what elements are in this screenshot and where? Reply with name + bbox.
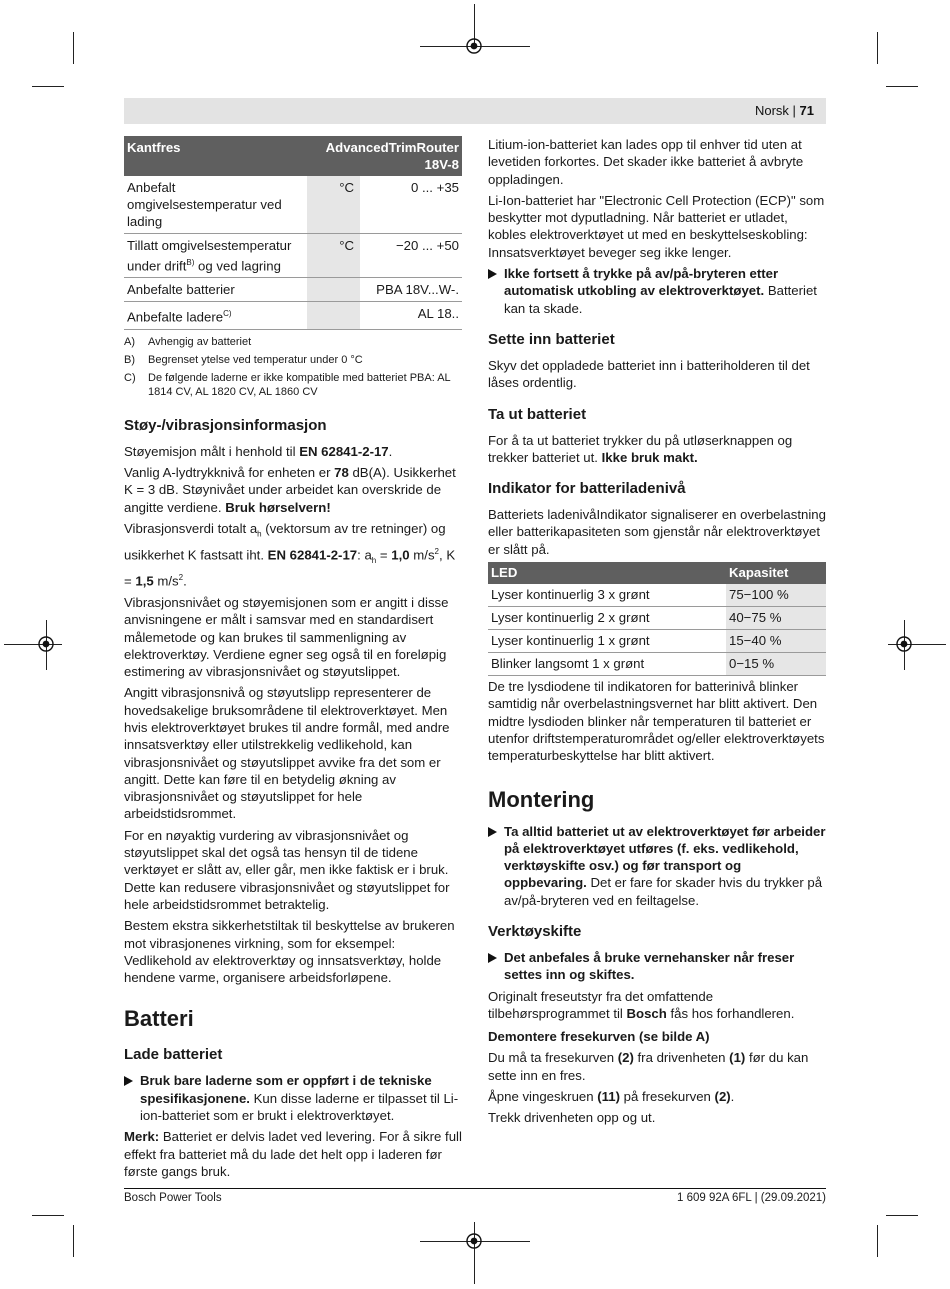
bullet-item (488, 949, 826, 984)
led-table-header (488, 562, 826, 584)
bold-text: Det anbefales å bruke vernehansker når freser settes inn og skiftes. (504, 950, 795, 983)
table-row (488, 653, 826, 676)
chapter-heading-battery: Batteri (124, 1006, 194, 1032)
text: Åpne vingeskruen (488, 1088, 598, 1104)
bullet-item (488, 265, 826, 317)
subscript: h (371, 555, 377, 565)
text: dB(A). Usikkerhet K = 3 dB. Støynivået under arbeidet kan overskride de angitte verdiene. (124, 465, 456, 515)
footnote-key: A) (124, 335, 135, 348)
bullet-item (124, 1072, 462, 1124)
text: For å ta ut batteriet trykker du på utløserknappen og trekker batteriet ut. (488, 432, 793, 465)
bold-text: (11) (597, 1088, 620, 1104)
spec-label: Anbefalt omgivelsestemperatur ved lading (124, 176, 307, 234)
subsection-heading-remove-basket: Demontere fresekurven (se bilde A) (488, 1029, 710, 1045)
text: Vanlig A-lydtrykknivå for enheten er (124, 465, 335, 481)
paragraph: Trekk drivenheten opp og ut. (488, 1110, 656, 1126)
footnote (124, 371, 462, 399)
paragraph: De tre lysdiodene til indikatoren for batterinivå blinker samtidig når overbelastningsvernet har blitt aktivert. Den midtre lysdioden blinker når temperaturen til batteriet er utenfor driftstemperaturområdet og/eller elektroverktøyets temperaturbeskyttelse har blitt aktivert. (488, 679, 825, 764)
spec-label: Anbefalte batterier (124, 278, 307, 302)
text: Det er fare for skader hvis du trykker på av/på-bryteren ved en feiltagelse. (504, 875, 823, 908)
bold-text: Ikke bruk makt. (601, 449, 698, 465)
superscript: 2 (178, 573, 184, 583)
section-heading-tool-change: Verktøyskifte (488, 923, 582, 941)
text: Batteriet er delvis ladet ved levering. For å sikre full effekt fra batteriet må du lade det helt opp i laderen før første gangs bruk. (124, 1129, 462, 1179)
paragraph (124, 520, 462, 590)
footnote (124, 353, 462, 367)
capacity-value: 0−15 % (726, 653, 826, 676)
spec-value: −20 ... +50 (360, 234, 462, 278)
paragraph (488, 1049, 826, 1084)
bold-text: (2) (617, 1050, 634, 1066)
footer-brand: Bosch Power Tools (124, 1192, 222, 1204)
table-row (124, 302, 462, 329)
table-row (124, 234, 462, 278)
text: Batteriet kan ta skade. (504, 283, 817, 316)
spec-unit: °C (307, 176, 360, 234)
bold-text: Ta alltid batteriet ut av elektroverktøyet før arbeider på elektroverktøyet utføres (f. eks. vedlikehold, verktøyskifte osv.) og før transport og oppbevaring. (504, 823, 826, 891)
bullet-triangle-icon (488, 269, 497, 279)
crop-mark (73, 32, 74, 64)
spec-unit: °C (307, 234, 360, 278)
bullet-triangle-icon (488, 953, 497, 963)
bold-text: (2) (714, 1088, 731, 1104)
table-row (124, 278, 462, 302)
bullet-triangle-icon (488, 827, 497, 837)
text: før du kan sette inn en fres. (488, 1050, 809, 1083)
footnote-text: De følgende laderne er ikke kompatible med batteriet PBA: AL 1814 CV, AL 1820 CV, AL 1860 CV (148, 371, 451, 398)
paragraph: Litium-ion-batteriet kan lades opp til enhver tid uten at levetiden forkortes. Det skader ikke batteriet å avbryte oppladingen. (488, 137, 804, 187)
led-col-header: LED (488, 562, 726, 584)
page-header (124, 98, 826, 124)
capacity-value: 75−100 % (726, 584, 826, 607)
table-row (488, 584, 826, 607)
spec-value: AL 18.. (360, 302, 462, 329)
paragraph (488, 988, 826, 1023)
bold-text: EN 62841-2-17 (299, 443, 389, 459)
paragraph: Bestem ekstra sikkerhetstiltak til beskyttelse av brukeren mot vibrasjonenes virkning, som for eksempel: Vedlikehold av elektroverktøy og innsatsverktøy, holde hendene varme, organisere arbeidsforløpene. (124, 918, 455, 986)
registration-mark-icon (465, 37, 483, 55)
registration-mark-icon (37, 635, 55, 653)
spec-col-title: Kantfres (124, 136, 307, 176)
bold-text: 1,0 (391, 547, 410, 563)
text: : a (357, 547, 372, 563)
paragraph: For en nøyaktig vurdering av vibrasjonsnivået og støyutslippet skal det også tas hensyn til de tidene verktøyet er slått av, eller går, men ikke faktisk er i bruk. Dette kan redusere vibrasjonsnivået og støyutslippet for hele arbeidstidsrommet betraktelig. (124, 827, 450, 912)
section-heading-noise: Støy-/vibrasjonsinformasjon (124, 416, 327, 434)
bold-text: 78 (334, 465, 349, 481)
spec-label-text: og ved lagring (194, 258, 281, 274)
spec-label (124, 234, 307, 278)
footer-divider (124, 1188, 826, 1189)
paragraph (124, 443, 462, 460)
text: Du må ta fresekurven (488, 1050, 618, 1066)
section-heading-charge-indicator: Indikator for batteriladenivå (488, 480, 686, 498)
text: m/s (409, 547, 435, 563)
bold-text: Bruk bare laderne som er oppført i de tekniske spesifikasjonene. (140, 1073, 432, 1106)
table-row (488, 630, 826, 653)
spec-table (124, 136, 462, 330)
bullet-triangle-icon (124, 1076, 133, 1086)
paragraph: Vibrasjonsnivået og støyemisjonen som er angitt i disse anvisningene er målt i samsvar med en standardisert målemetode og kan brukes til sammenligning av elektroverktøy. Verdiene egner seg også til en foreløpig estimering av vibrasjonsnivået og støyutslippet. (124, 594, 449, 680)
crop-mark (73, 1225, 74, 1257)
text: , K = (124, 547, 456, 589)
bold-text: Bosch (626, 1005, 667, 1021)
footnote-text: Avhengig av batteriet (148, 335, 252, 348)
section-heading-remove-battery: Ta ut batteriet (488, 405, 587, 423)
text: . (183, 573, 187, 589)
footnote-key: B) (124, 353, 135, 366)
led-state: Lyser kontinuerlig 3 x grønt (488, 584, 726, 607)
paragraph (124, 464, 462, 516)
paragraph: Batteriets ladenivåIndikator signaliserer en overbelastning eller batterikapasiteten som gjenstår når elektroverktøyet er slått på. (488, 507, 826, 557)
bold-text: Bruk hørselvern! (225, 499, 331, 515)
bold-text: 1,5 (135, 573, 154, 589)
capacity-value: 15−40 % (726, 630, 826, 653)
crop-mark (877, 1225, 878, 1257)
footnote-text: Begrenset ytelse ved temperatur under 0 °C (148, 353, 363, 366)
text: . (730, 1088, 735, 1104)
bold-text: (1) (729, 1050, 746, 1066)
text: = (376, 547, 392, 563)
left-column (124, 136, 462, 1184)
footnote-key: C) (124, 371, 136, 384)
header-language: Norsk (754, 103, 789, 118)
registration-mark-icon (895, 635, 913, 653)
text: . (388, 443, 393, 459)
spec-label (124, 302, 307, 329)
right-column (488, 136, 826, 1130)
paragraph (488, 432, 826, 467)
crop-mark (32, 86, 64, 87)
section-heading-insert-battery: Sette inn batteriet (488, 330, 615, 348)
text: Støyemisjon målt i henhold til (124, 443, 300, 459)
table-row (124, 176, 462, 234)
spec-unit (307, 278, 360, 302)
footnote-ref: B) (186, 258, 195, 267)
table-row (488, 607, 826, 630)
bold-text: Ikke fortsett å trykke på av/på-bryteren etter automatisk utkobling av elektroverktøyet. (504, 266, 779, 299)
superscript: 2 (434, 546, 439, 556)
spec-table-header (124, 136, 462, 176)
text: Originalt freseutstyr fra det omfattende tilbehørsprogrammet til (488, 988, 714, 1021)
text: (vektorsum av tre retninger) og usikkerhet K fastsatt iht. (124, 520, 446, 563)
led-table (488, 562, 826, 676)
capacity-col-header: Kapasitet (726, 562, 826, 584)
crop-mark (886, 86, 918, 87)
spec-value: PBA 18V...W-. (360, 278, 462, 302)
page-number: 71 (799, 103, 814, 118)
chapter-heading-mounting: Montering (488, 786, 595, 812)
bold-text: Merk: (124, 1129, 160, 1145)
led-state: Lyser kontinuerlig 1 x grønt (488, 630, 726, 653)
spec-unit (307, 302, 360, 329)
section-heading-charging: Lade batteriet (124, 1046, 223, 1064)
crop-mark (32, 1215, 64, 1216)
led-state: Lyser kontinuerlig 2 x grønt (488, 607, 726, 630)
subscript: h (257, 529, 262, 539)
text: fås hos forhandleren. (666, 1005, 795, 1021)
led-state: Blinker langsomt 1 x grønt (488, 653, 726, 676)
header-text: Norsk | 71 (754, 103, 814, 118)
paragraph (488, 1088, 826, 1105)
text: på fresekurven (619, 1088, 715, 1104)
text: Vibrasjonsverdi totalt a (124, 520, 258, 536)
text: m/s (153, 573, 179, 589)
registration-mark-icon (465, 1232, 483, 1250)
bullet-item (488, 823, 826, 909)
paragraph (124, 1128, 462, 1180)
crop-mark (877, 32, 878, 64)
capacity-value: 40−75 % (726, 607, 826, 630)
footnote-ref: C) (223, 309, 232, 319)
paragraph: Skyv det oppladede batteriet inn i batteriholderen til det låses ordentlig. (488, 357, 810, 391)
bold-text: EN 62841-2-17 (267, 547, 358, 563)
paragraph: Angitt vibrasjonsnivå og støyutslipp representerer de hovedsakelige bruksområdene til elektroverktøyet. Men hvis elektroverktøyet brukes til andre formål, med andre innsatsverktøy eller utilstrekkelig vedlikehold, kan vibrasjonsnivået og støyutslippet avvike fra det som er angitt. Dette kan føre til en betydelig økning av vibrasjonsnivået og støyutslippet for hele arbeidstidsrommet. (124, 685, 450, 822)
spec-label-text: Tillatt omgivelsestemperatur under drift (127, 238, 292, 274)
crop-mark (886, 1215, 918, 1216)
footnote (124, 335, 462, 349)
spec-col-model: AdvancedTrimRouter 18V-8 (307, 136, 462, 176)
spec-label-text: Anbefalte ladere (127, 309, 224, 325)
spec-value: 0 ... +35 (360, 176, 462, 234)
text: Kun disse laderne er tilpasset til Li-ion-batteriet som er brukt i elektroverktøyet. (140, 1090, 459, 1124)
paragraph: Li-Ion-batteriet har "Electronic Cell Protection (ECP)" som beskytter mot dyputladning. Når batteriet er utladet, kobles elektroverktøyet ut med en beskyttelseskobling: Innsatsverktøyet beveger seg ikke lenger. (488, 192, 825, 260)
text: fra drivenheten (633, 1050, 730, 1066)
footer-doc-number: 1 609 92A 6FL | (29.09.2021) (677, 1192, 826, 1204)
